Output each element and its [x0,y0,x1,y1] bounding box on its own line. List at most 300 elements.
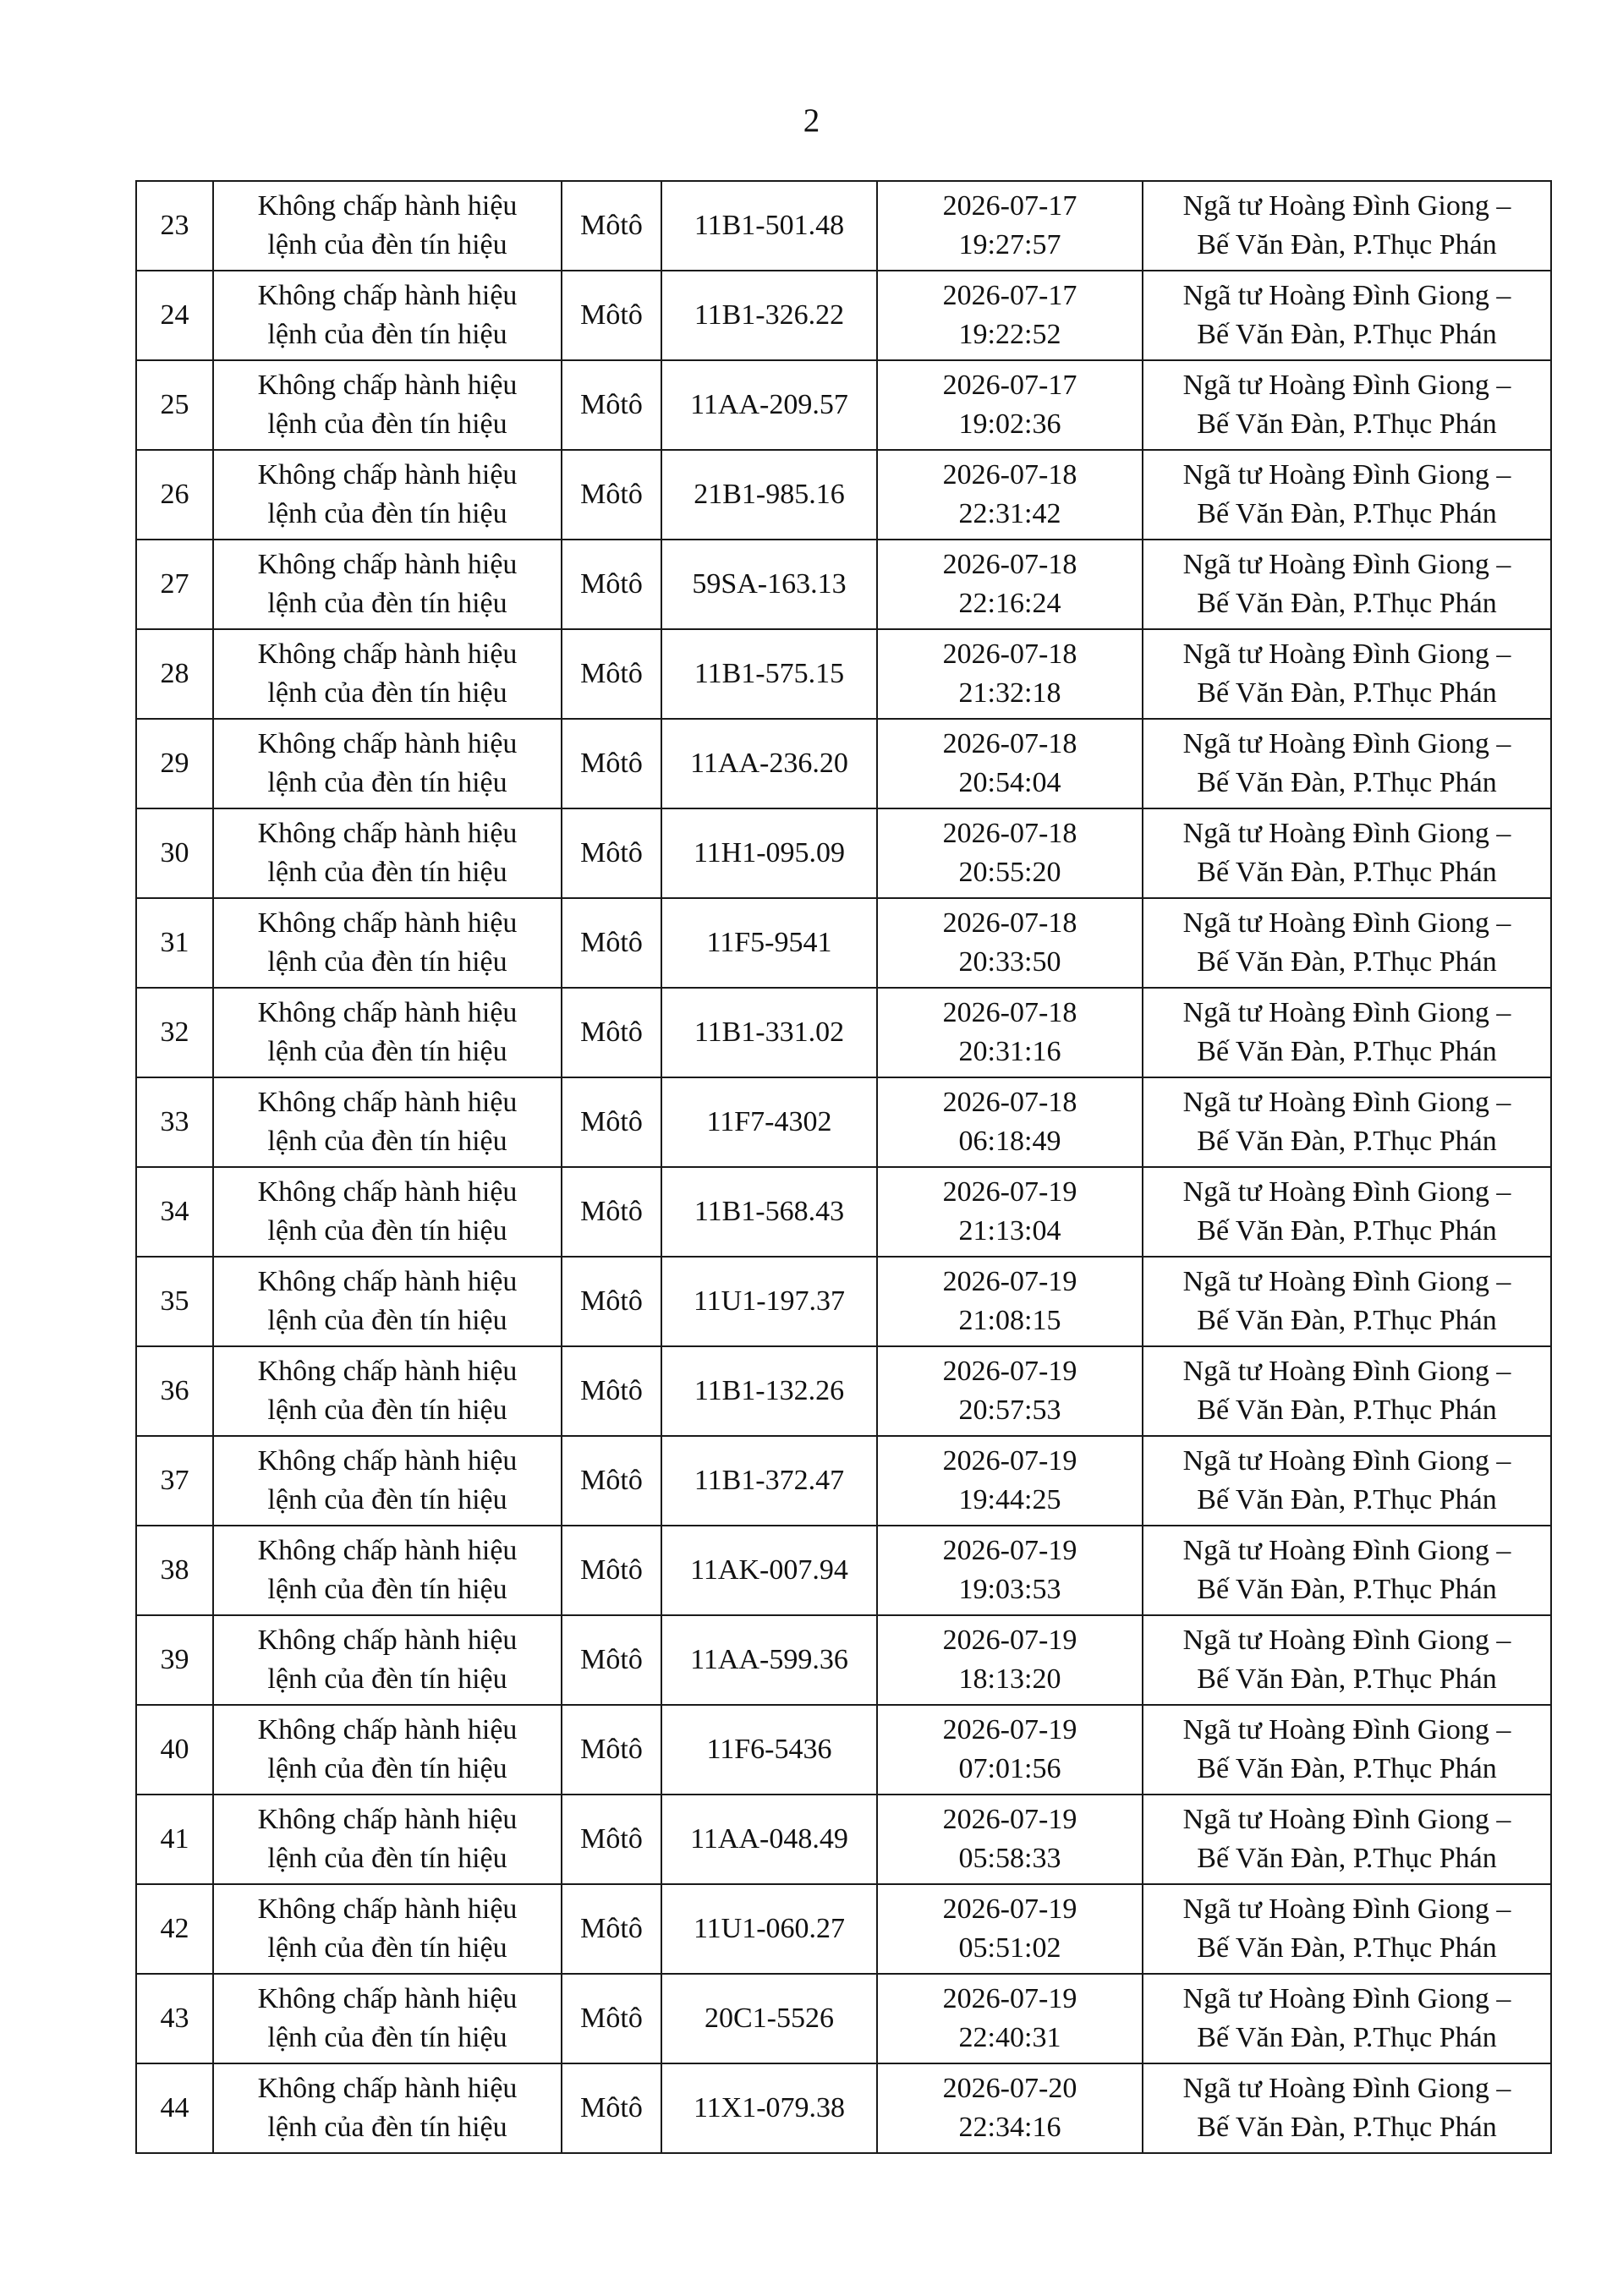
location-cell [1143,1436,1551,1526]
violation-line: lệnh của đèn tín hiệu [267,2112,507,2143]
violation-time: 19:02:36 [958,408,1061,440]
row-number-cell [136,719,213,808]
license-plate: 11U1-197.37 [693,1285,846,1317]
violation-line: Không chấp hành hiệu [257,1625,518,1656]
vehicle-type: Môtô [580,479,643,510]
location-cell [1143,1974,1551,2063]
violation-time: 19:22:52 [958,319,1061,350]
violation-line: lệnh của đèn tín hiệu [267,1484,507,1515]
violation-line: Không chấp hành hiệu [257,1266,518,1297]
table-row [136,2063,1551,2153]
vehicle-type-cell [562,271,661,360]
row-number: 42 [160,1913,189,1944]
violation-cell [213,360,562,450]
vehicle-type: Môtô [580,2003,643,2034]
row-number-cell [136,898,213,988]
location-line: Ngã tư Hoàng Đình Giong – [1182,1087,1511,1118]
datetime-cell [877,1346,1143,1436]
vehicle-type: Môtô [580,1734,643,1765]
table-row [136,450,1551,540]
row-number: 39 [160,1644,189,1675]
violation-date: 2026-07-18 [942,1087,1077,1118]
datetime-cell [877,1615,1143,1705]
row-number-cell [136,988,213,1077]
location-line: Bế Văn Đàn, P.Thục Phán [1197,1036,1497,1067]
vehicle-type: Môtô [580,1465,643,1496]
datetime-cell [877,988,1143,1077]
violation-line: lệnh của đèn tín hiệu [267,1932,507,1964]
location-line: Ngã tư Hoàng Đình Giong – [1182,459,1511,490]
location-line: Ngã tư Hoàng Đình Giong – [1182,997,1511,1028]
violation-line: Không chấp hành hiệu [257,1714,518,1745]
row-number: 44 [160,2092,189,2123]
datetime-cell [877,1974,1143,2063]
violation-line: Không chấp hành hiệu [257,638,518,670]
violation-time: 19:44:25 [958,1484,1061,1515]
license-plate-cell [661,271,877,360]
row-number-cell [136,1077,213,1167]
table-row [136,1167,1551,1257]
violation-date: 2026-07-18 [942,997,1077,1028]
violation-line: lệnh của đèn tín hiệu [267,2022,507,2053]
location-cell [1143,988,1551,1077]
violation-time: 21:13:04 [958,1215,1061,1247]
violation-line: lệnh của đèn tín hiệu [267,1574,507,1605]
datetime-cell [877,271,1143,360]
violation-line: Không chấp hành hiệu [257,2073,518,2104]
violation-line: lệnh của đèn tín hiệu [267,1126,507,1157]
violation-cell [213,1077,562,1167]
table-row [136,540,1551,629]
location-line: Bế Văn Đàn, P.Thục Phán [1197,319,1497,350]
location-line: Bế Văn Đàn, P.Thục Phán [1197,857,1497,888]
location-line: Bế Văn Đàn, P.Thục Phán [1197,1395,1497,1426]
vehicle-type: Môtô [580,1106,643,1137]
violation-date: 2026-07-17 [942,370,1077,401]
violation-date: 2026-07-18 [942,728,1077,759]
datetime-cell [877,1795,1143,1884]
vehicle-type-cell [562,808,661,898]
location-line: Bế Văn Đàn, P.Thục Phán [1197,2112,1497,2143]
table-row [136,1795,1551,1884]
license-plate: 21B1-985.16 [694,479,845,510]
table-row [136,360,1551,450]
license-plate: 11B1-331.02 [694,1016,845,1048]
row-number-cell [136,1974,213,2063]
vehicle-type-cell [562,1077,661,1167]
violation-date: 2026-07-19 [942,1176,1077,1208]
location-line: Ngã tư Hoàng Đình Giong – [1182,1176,1511,1208]
violation-cell [213,1257,562,1346]
vehicle-type: Môtô [580,748,643,779]
row-number-cell [136,2063,213,2153]
datetime-cell [877,1526,1143,1615]
violation-date: 2026-07-19 [942,1535,1077,1566]
license-plate: 11F6-5436 [706,1734,832,1765]
vehicle-type-cell [562,181,661,271]
location-cell [1143,629,1551,719]
violation-line: lệnh của đèn tín hiệu [267,1305,507,1336]
violation-line: Không chấp hành hiệu [257,190,518,222]
violation-time: 22:40:31 [958,2022,1061,2053]
table-row [136,1436,1551,1526]
row-number-cell [136,1795,213,1884]
location-line: Bế Văn Đàn, P.Thục Phán [1197,1753,1497,1784]
row-number-cell [136,1884,213,1974]
vehicle-type-cell [562,1346,661,1436]
violation-line: Không chấp hành hiệu [257,280,518,311]
violation-time: 20:33:50 [958,946,1061,978]
license-plate: 11X1-079.38 [693,2092,846,2123]
license-plate: 11U1-060.27 [693,1913,846,1944]
location-cell [1143,719,1551,808]
vehicle-type: Môtô [580,1375,643,1406]
violation-cell [213,540,562,629]
violation-cell [213,1436,562,1526]
license-plate: 11AA-209.57 [690,389,848,420]
location-cell [1143,450,1551,540]
location-line: Ngã tư Hoàng Đình Giong – [1182,2073,1511,2104]
row-number: 27 [160,568,189,600]
table-row [136,1884,1551,1974]
violation-date: 2026-07-19 [942,1893,1077,1925]
vehicle-type: Môtô [580,1823,643,1855]
violation-line: Không chấp hành hiệu [257,1445,518,1477]
location-cell [1143,1167,1551,1257]
violation-cell [213,1884,562,1974]
vehicle-type-cell [562,2063,661,2153]
violation-time: 22:16:24 [958,588,1061,619]
row-number-cell [136,1526,213,1615]
location-line: Ngã tư Hoàng Đình Giong – [1182,1893,1511,1925]
violation-line: Không chấp hành hiệu [257,1983,518,2014]
license-plate-cell [661,1436,877,1526]
table-row [136,181,1551,271]
license-plate-cell [661,1795,877,1884]
license-plate-cell [661,719,877,808]
license-plate: 11AA-048.49 [690,1823,848,1855]
location-line: Bế Văn Đàn, P.Thục Phán [1197,946,1497,978]
table-row [136,629,1551,719]
license-plate: 11F7-4302 [706,1106,832,1137]
location-cell [1143,1077,1551,1167]
table-row [136,1974,1551,2063]
vehicle-type-cell [562,450,661,540]
violation-date: 2026-07-20 [942,2073,1077,2104]
violation-line: lệnh của đèn tín hiệu [267,946,507,978]
datetime-cell [877,2063,1143,2153]
table-row [136,808,1551,898]
vehicle-type-cell [562,1705,661,1795]
license-plate-cell [661,898,877,988]
license-plate-cell [661,1526,877,1615]
vehicle-type: Môtô [580,1016,643,1048]
row-number: 29 [160,748,189,779]
row-number: 37 [160,1465,189,1496]
datetime-cell [877,629,1143,719]
violation-line: lệnh của đèn tín hiệu [267,1395,507,1426]
license-plate: 11B1-326.22 [694,299,845,331]
location-line: Ngã tư Hoàng Đình Giong – [1182,370,1511,401]
license-plate: 11AA-236.20 [690,748,848,779]
license-plate-cell [661,988,877,1077]
location-line: Ngã tư Hoàng Đình Giong – [1182,549,1511,580]
violation-cell [213,1705,562,1795]
violation-line: Không chấp hành hiệu [257,370,518,401]
table-row [136,1615,1551,1705]
violation-cell [213,719,562,808]
violation-line: lệnh của đèn tín hiệu [267,1753,507,1784]
table-body [136,181,1551,2153]
violation-date: 2026-07-17 [942,280,1077,311]
license-plate-cell [661,629,877,719]
row-number: 41 [160,1823,189,1855]
violation-time: 06:18:49 [958,1126,1061,1157]
violation-time: 20:55:20 [958,857,1061,888]
vehicle-type: Môtô [580,2092,643,2123]
violation-date: 2026-07-18 [942,638,1077,670]
row-number-cell [136,1167,213,1257]
location-line: Bế Văn Đàn, P.Thục Phán [1197,229,1497,260]
violation-cell [213,2063,562,2153]
row-number-cell [136,1705,213,1795]
location-line: Ngã tư Hoàng Đình Giong – [1182,280,1511,311]
row-number-cell [136,1615,213,1705]
violation-date: 2026-07-18 [942,549,1077,580]
row-number: 36 [160,1375,189,1406]
datetime-cell [877,540,1143,629]
violation-cell [213,450,562,540]
location-line: Bế Văn Đàn, P.Thục Phán [1197,1305,1497,1336]
row-number: 25 [160,389,189,420]
violation-cell [213,629,562,719]
violation-time: 22:31:42 [958,498,1061,529]
location-line: Ngã tư Hoàng Đình Giong – [1182,1356,1511,1387]
license-plate: 11B1-372.47 [694,1465,845,1496]
license-plate: 11H1-095.09 [693,837,846,869]
license-plate: 11AA-599.36 [690,1644,848,1675]
location-line: Bế Văn Đàn, P.Thục Phán [1197,588,1497,619]
location-line: Bế Văn Đàn, P.Thục Phán [1197,2022,1497,2053]
row-number-cell [136,540,213,629]
vehicle-type-cell [562,898,661,988]
location-line: Ngã tư Hoàng Đình Giong – [1182,1535,1511,1566]
location-line: Ngã tư Hoàng Đình Giong – [1182,1804,1511,1835]
table-row [136,719,1551,808]
location-line: Ngã tư Hoàng Đình Giong – [1182,1983,1511,2014]
license-plate-cell [661,360,877,450]
violation-time: 20:31:16 [958,1036,1061,1067]
license-plate-cell [661,1257,877,1346]
violation-line: Không chấp hành hiệu [257,1804,518,1835]
row-number: 28 [160,658,189,689]
row-number-cell [136,360,213,450]
violation-date: 2026-07-19 [942,1356,1077,1387]
location-cell [1143,2063,1551,2153]
license-plate-cell [661,1884,877,1974]
violation-line: Không chấp hành hiệu [257,1087,518,1118]
license-plate-cell [661,540,877,629]
license-plate-cell [661,181,877,271]
table-row [136,271,1551,360]
location-cell [1143,1526,1551,1615]
violation-cell [213,808,562,898]
violations-table [135,180,1552,2154]
vehicle-type: Môtô [580,658,643,689]
location-line: Bế Văn Đàn, P.Thục Phán [1197,408,1497,440]
location-line: Bế Văn Đàn, P.Thục Phán [1197,767,1497,798]
violation-date: 2026-07-17 [942,190,1077,222]
vehicle-type-cell [562,1257,661,1346]
violation-date: 2026-07-18 [942,818,1077,849]
violation-line: lệnh của đèn tín hiệu [267,1663,507,1695]
vehicle-type: Môtô [580,1644,643,1675]
row-number-cell [136,1346,213,1436]
location-cell [1143,1346,1551,1436]
vehicle-type-cell [562,540,661,629]
datetime-cell [877,1884,1143,1974]
location-line: Ngã tư Hoàng Đình Giong – [1182,638,1511,670]
violation-line: lệnh của đèn tín hiệu [267,677,507,709]
violation-date: 2026-07-19 [942,1983,1077,2014]
vehicle-type: Môtô [580,210,643,241]
vehicle-type-cell [562,988,661,1077]
location-cell [1143,1705,1551,1795]
violation-date: 2026-07-19 [942,1804,1077,1835]
violation-cell [213,1974,562,2063]
license-plate: 11B1-568.43 [694,1196,845,1227]
license-plate-cell [661,1615,877,1705]
vehicle-type-cell [562,1436,661,1526]
license-plate: 20C1-5526 [705,2003,834,2034]
location-line: Bế Văn Đàn, P.Thục Phán [1197,677,1497,709]
location-line: Bế Văn Đàn, P.Thục Phán [1197,1215,1497,1247]
datetime-cell [877,1436,1143,1526]
location-cell [1143,898,1551,988]
location-line: Ngã tư Hoàng Đình Giong – [1182,1445,1511,1477]
violation-cell [213,1526,562,1615]
violation-cell [213,898,562,988]
violation-time: 21:32:18 [958,677,1061,709]
violation-time: 21:08:15 [958,1305,1061,1336]
vehicle-type: Môtô [580,1554,643,1586]
vehicle-type-cell [562,629,661,719]
violation-line: lệnh của đèn tín hiệu [267,588,507,619]
violation-time: 07:01:56 [958,1753,1061,1784]
violation-time: 20:57:53 [958,1395,1061,1426]
location-cell [1143,808,1551,898]
row-number: 40 [160,1734,189,1765]
table-row [136,1705,1551,1795]
table-row [136,898,1551,988]
violation-cell [213,181,562,271]
violation-date: 2026-07-19 [942,1714,1077,1745]
location-line: Ngã tư Hoàng Đình Giong – [1182,1625,1511,1656]
datetime-cell [877,1167,1143,1257]
violation-cell [213,1167,562,1257]
row-number: 38 [160,1554,189,1586]
violation-line: Không chấp hành hiệu [257,907,518,939]
location-line: Ngã tư Hoàng Đình Giong – [1182,1266,1511,1297]
location-line: Bế Văn Đàn, P.Thục Phán [1197,1932,1497,1964]
license-plate-cell [661,1974,877,2063]
row-number: 23 [160,210,189,241]
violation-cell [213,271,562,360]
license-plate-cell [661,2063,877,2153]
location-cell [1143,1795,1551,1884]
vehicle-type-cell [562,1974,661,2063]
datetime-cell [877,1077,1143,1167]
license-plate: 11B1-501.48 [694,210,845,241]
location-line: Bế Văn Đàn, P.Thục Phán [1197,1484,1497,1515]
violation-time: 18:13:20 [958,1663,1061,1695]
vehicle-type: Môtô [580,1196,643,1227]
location-line: Ngã tư Hoàng Đình Giong – [1182,1714,1511,1745]
location-cell [1143,271,1551,360]
vehicle-type-cell [562,719,661,808]
license-plate-cell [661,450,877,540]
violation-cell [213,1346,562,1436]
license-plate: 59SA-163.13 [692,568,847,600]
row-number: 35 [160,1285,189,1317]
row-number: 32 [160,1016,189,1048]
vehicle-type-cell [562,1526,661,1615]
location-line: Bế Văn Đàn, P.Thục Phán [1197,1126,1497,1157]
violation-date: 2026-07-19 [942,1625,1077,1656]
license-plate: 11B1-575.15 [694,658,845,689]
violation-cell [213,1795,562,1884]
violation-line: lệnh của đèn tín hiệu [267,408,507,440]
violation-line: Không chấp hành hiệu [257,1893,518,1925]
vehicle-type: Môtô [580,568,643,600]
violation-line: Không chấp hành hiệu [257,549,518,580]
location-cell [1143,360,1551,450]
table-row [136,1077,1551,1167]
location-line: Bế Văn Đàn, P.Thục Phán [1197,1843,1497,1874]
row-number: 33 [160,1106,189,1137]
violation-line: lệnh của đèn tín hiệu [267,229,507,260]
datetime-cell [877,360,1143,450]
datetime-cell [877,898,1143,988]
location-line: Ngã tư Hoàng Đình Giong – [1182,728,1511,759]
datetime-cell [877,1705,1143,1795]
violation-line: lệnh của đèn tín hiệu [267,1036,507,1067]
row-number: 26 [160,479,189,510]
location-cell [1143,1257,1551,1346]
datetime-cell [877,719,1143,808]
vehicle-type-cell [562,1167,661,1257]
violation-line: lệnh của đèn tín hiệu [267,1843,507,1874]
row-number-cell [136,181,213,271]
license-plate-cell [661,1077,877,1167]
row-number-cell [136,450,213,540]
violation-line: Không chấp hành hiệu [257,818,518,849]
location-line: Bế Văn Đàn, P.Thục Phán [1197,1663,1497,1695]
license-plate-cell [661,1705,877,1795]
row-number: 31 [160,927,189,958]
violation-time: 05:51:02 [958,1932,1061,1964]
violation-time: 19:27:57 [958,229,1061,260]
vehicle-type: Môtô [580,1285,643,1317]
datetime-cell [877,181,1143,271]
license-plate: 11F5-9541 [706,927,832,958]
violation-line: Không chấp hành hiệu [257,997,518,1028]
violation-time: 22:34:16 [958,2112,1061,2143]
license-plate: 11B1-132.26 [694,1375,845,1406]
row-number-cell [136,629,213,719]
table-row [136,1526,1551,1615]
violation-line: Không chấp hành hiệu [257,1176,518,1208]
